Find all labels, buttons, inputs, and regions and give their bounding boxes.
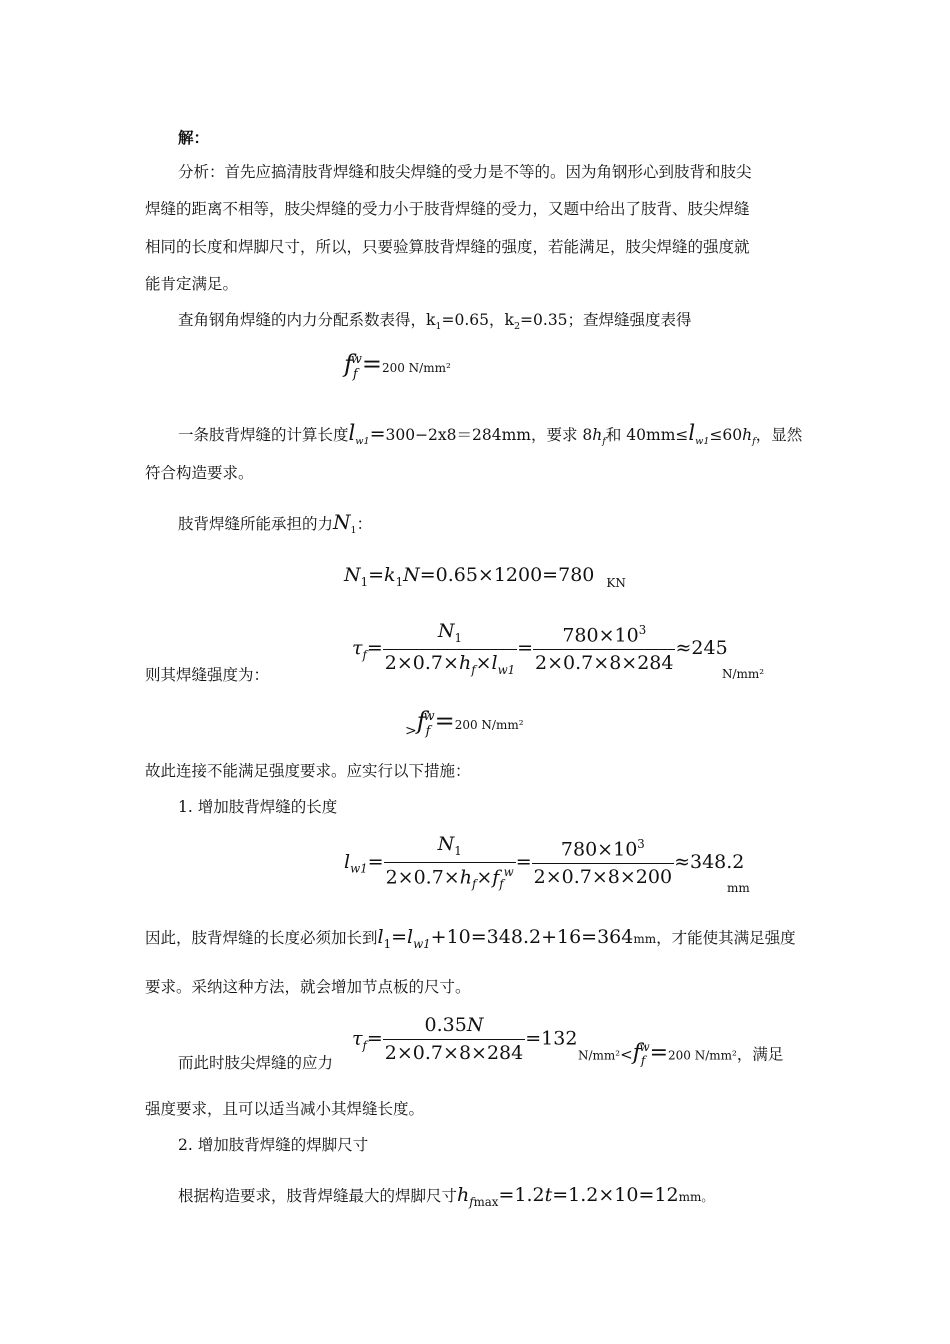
tip-den: 2×0.7×8×284 <box>384 1042 524 1064</box>
length-expression: +10=348.2+16=364 <box>430 926 634 948</box>
length-line: 因此，肢背焊缝的长度必须加长到$l_1=l_{w1}+10=348.2+16=364mm$，才能使其满足强度 <box>145 926 796 951</box>
length-unit: mm <box>633 932 657 946</box>
tip-unit-1: N/mm² <box>578 1048 621 1063</box>
calc-length-tail: ，显然 <box>755 426 803 444</box>
tip-result: =132 <box>525 1027 578 1050</box>
tip-line-2: 强度要求，且可以适当减小其焊缝长度。 <box>145 1100 425 1118</box>
hf-line: 根据构造要求，肢背焊缝最大的焊脚尺寸$h_{fmax}=1.2t=1.2\times 10=12mm$。 <box>178 1184 714 1209</box>
strength-label: 则其焊缝强度为： <box>145 666 270 684</box>
coefficient-line <box>178 313 692 332</box>
calc-length-line-2: 符合构造要求。 <box>145 464 254 482</box>
measure-item-1: 1. 增加肢背焊缝的长度 <box>178 798 338 816</box>
calc-length-line: 一条肢背焊缝的计算长度$l_{w1}=300-2x8=284mm$，要求 $8h_f$和 $40mm\le l_{w1}\le 60h_f$，显然 <box>178 421 803 448</box>
tip-tau-equation: $\tau_f=$ $\frac{0.35N}{2\times 0.7\times 8\times 284}$ =132 <box>352 1014 578 1064</box>
k1-subscript: 1 <box>435 321 442 333</box>
lw1-fraction-1: $\frac{N_1}{2\times 0.7\times h_f\times f_f^w}$ <box>385 833 514 891</box>
tip-tail: ，满足 <box>736 1045 784 1064</box>
analysis-line-3: 相同的长度和焊脚尺寸，所以，只要验算肢背焊缝的强度，若能满足，肢尖焊缝的强度就 <box>145 238 750 256</box>
length-tail: ，才能使其满足强度 <box>656 929 796 947</box>
force-intro-text: 肢背焊缝所能承担的力 <box>178 515 334 533</box>
ffw-unit-2: 200 N/mm² <box>454 718 524 732</box>
tip-unit-2: 200 N/mm² <box>668 1048 737 1063</box>
hf-expr2: =1.2×10=12 <box>552 1184 679 1206</box>
lw1-equation: $l_{w1}=$ $\frac{N_1}{2\times 0.7\times h_f\times f_f^w}$ = $\frac{780\times 10^3}{2\times 0.7\times 8\times 200}$ ≈348.2 <box>344 833 745 891</box>
lw1-result: ≈348.2 <box>674 850 745 873</box>
tau-fraction-2: $\frac{780\times 10^3}{2\times 0.7\times 8\times 284}$ <box>535 622 674 675</box>
analysis-line-4: 能肯定满足。 <box>145 275 239 293</box>
tip-num: 0.35 <box>424 1014 467 1036</box>
k1-value: =0.65， <box>441 311 505 329</box>
measure-item-2: 2. 增加肢背焊缝的焊脚尺寸 <box>178 1136 369 1154</box>
calc-length-le: ≤60 <box>709 426 743 444</box>
tip-fraction: $\frac{0.35N}{2\times 0.7\times 8\times 284}$ <box>384 1014 524 1064</box>
length-prefix: 因此，肢背焊缝的长度必须加长到 <box>145 929 378 947</box>
tau-num2: 780×10 <box>562 624 639 647</box>
not-satisfy-line: 故此连接不能满足强度要求。应实行以下措施： <box>145 762 471 780</box>
tau-unit: N/mm² <box>722 667 765 681</box>
n1-equation: $N_1=k_1N=0.65\times 1200=780$ $_{KN}$ <box>344 564 626 590</box>
tip-line-prefix: 而此时肢尖焊缝的应力 <box>178 1054 334 1072</box>
k2-value: =0.35；查焊缝强度表得 <box>520 311 692 329</box>
lw1-num2: 780×10 <box>560 837 638 860</box>
lw1-den2: 2×0.7×8×200 <box>533 865 673 888</box>
force-intro-line: 肢背焊缝所能承担的力$N_1$： <box>178 510 373 537</box>
tip-compare: $N/mm^2<f_f^w=200$ N/mm²，满足 <box>578 1040 784 1068</box>
k2-subscript: 2 <box>513 321 521 333</box>
hf-symbol-1: h <box>592 426 603 444</box>
tau-equation: $\tau_f=$ $\frac{N_1}{2\times 0.7\times h_f\times l_{w1}}$ = $\frac{780\times 10^3}{2\times 0.7\times 8\times 284}$ ≈245 <box>352 620 728 677</box>
tau-den2: 2×0.7×8×284 <box>535 652 674 675</box>
calc-length-mid: 和 40mm≤ <box>605 426 689 444</box>
hf-unit: mm。 <box>678 1190 714 1204</box>
k2-symbol: k <box>504 311 514 329</box>
coef-prefix: 查角钢角焊缝的内力分配系数表得， <box>178 311 427 329</box>
lw1-fraction-2: $\frac{780\times 10^3}{2\times 0.7\times 8\times 200}$ <box>533 836 673 888</box>
hf-expr1: =1.2 <box>498 1184 545 1206</box>
tau-den1: 2×0.7× <box>384 651 459 674</box>
lw1-unit: mm <box>727 881 750 895</box>
hf-prefix: 根据构造要求，肢背焊缝最大的焊脚尺寸 <box>178 1187 458 1205</box>
calc-length-value: 300−2x8＝284mm，要求 8 <box>385 426 593 444</box>
calc-length-prefix: 一条肢背焊缝的计算长度 <box>178 426 349 444</box>
ffw-unit-1: 200 N/mm² <box>381 361 451 375</box>
analysis-line-2: 焊缝的距离不相等，肢尖焊缝的受力小于肢背焊缝的受力，又题中给出了肢背、肢尖焊缝 <box>145 200 750 218</box>
solution-heading: 解： <box>178 128 210 147</box>
n1-unit: KN <box>606 576 626 590</box>
n1-expression: =0.65×1200=780 <box>419 564 595 586</box>
tau-result: ≈245 <box>675 637 728 660</box>
analysis-line-1: 分析：首先应搞清肢背焊缝和肢尖焊缝的受力是不等的。因为角钢形心到肢背和肢尖 <box>178 163 752 181</box>
tau-fraction-1: $\frac{N_1}{2\times 0.7\times h_f\times l_{w1}}$ <box>384 620 516 677</box>
tip-lt: < <box>620 1045 633 1064</box>
length-line-2: 要求。采纳这种方法，就会增加节点板的尺寸。 <box>145 978 471 996</box>
k1-symbol: k <box>426 311 436 329</box>
ffw-equation-2: $_>f_f^w=200$ N/mm² <box>405 707 524 739</box>
ffw-equation-1: $f_f^w=200$ N/mm² <box>344 350 451 382</box>
